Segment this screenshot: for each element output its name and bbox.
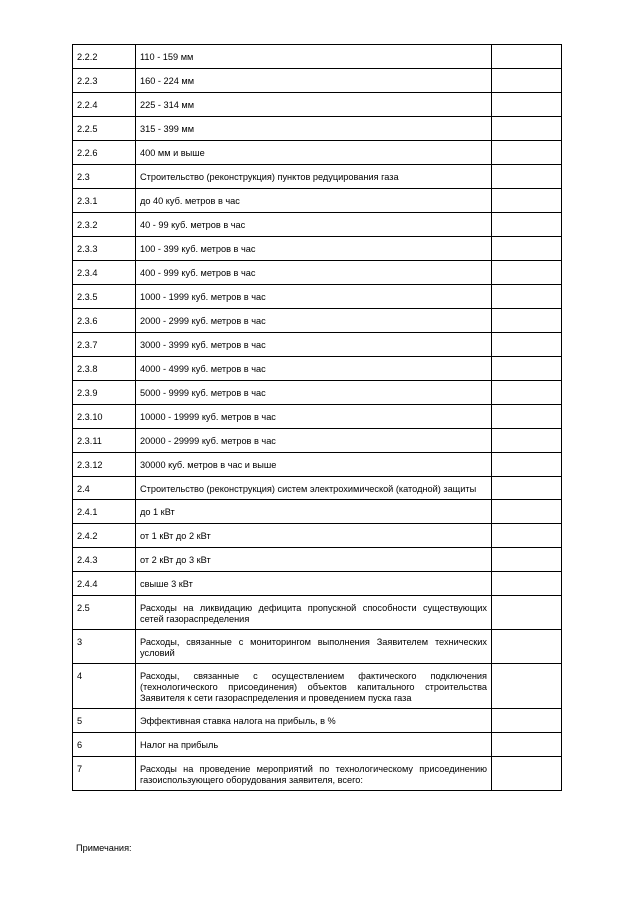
row-description: Расходы, связанные с осуществлением фактического подключения (технологического присоединения) объектов капитального строительства Заявителя к сети газораспределения и проведением пуска газа (136, 664, 492, 709)
row-value (492, 664, 562, 709)
row-description: 100 - 399 куб. метров в час (136, 237, 492, 261)
row-number: 2.4.3 (73, 548, 136, 572)
row-description: 3000 - 3999 куб. метров в час (136, 333, 492, 357)
row-value (492, 405, 562, 429)
row-description: до 1 кВт (136, 500, 492, 524)
table-row (73, 285, 562, 309)
row-number: 4 (73, 664, 136, 709)
table-row (73, 596, 562, 630)
row-description: Строительство (реконструкция) пунктов редуцирования газа (136, 165, 492, 189)
table-row (73, 189, 562, 213)
table-row (73, 453, 562, 477)
row-number: 6 (73, 733, 136, 757)
row-number: 2.3.1 (73, 189, 136, 213)
row-description: Строительство (реконструкция) систем электрохимической (катодной) защиты (136, 477, 492, 500)
row-number: 2.2.6 (73, 141, 136, 165)
row-value (492, 45, 562, 69)
table-row (73, 500, 562, 524)
row-value (492, 165, 562, 189)
row-description: 110 - 159 мм (136, 45, 492, 69)
table-row (73, 69, 562, 93)
table-row (73, 357, 562, 381)
row-number: 2.3.8 (73, 357, 136, 381)
table-row (73, 165, 562, 189)
row-number: 2.3.2 (73, 213, 136, 237)
row-number: 2.3.6 (73, 309, 136, 333)
row-value (492, 548, 562, 572)
row-description: Расходы на проведение мероприятий по технологическому присоединению газоиспользующего оборудования заявителя, всего: (136, 757, 492, 791)
row-number: 3 (73, 630, 136, 664)
row-value (492, 93, 562, 117)
row-value (492, 333, 562, 357)
row-value (492, 630, 562, 664)
row-number: 2.2.4 (73, 93, 136, 117)
row-description: 2000 - 2999 куб. метров в час (136, 309, 492, 333)
row-number: 2.2.5 (73, 117, 136, 141)
table-row (73, 548, 562, 572)
row-number: 5 (73, 709, 136, 733)
table-row (73, 630, 562, 664)
cost-table (72, 44, 562, 791)
row-value (492, 357, 562, 381)
row-description: 4000 - 4999 куб. метров в час (136, 357, 492, 381)
row-value (492, 381, 562, 405)
row-value (492, 285, 562, 309)
row-description: 225 - 314 мм (136, 93, 492, 117)
row-number: 2.3.11 (73, 429, 136, 453)
row-number: 2.4.4 (73, 572, 136, 596)
row-number: 2.3 (73, 165, 136, 189)
row-description: от 2 кВт до 3 кВт (136, 548, 492, 572)
row-number: 2.3.10 (73, 405, 136, 429)
table-row (73, 93, 562, 117)
row-number: 2.4.1 (73, 500, 136, 524)
row-number: 2.3.7 (73, 333, 136, 357)
row-number: 7 (73, 757, 136, 791)
row-value (492, 596, 562, 630)
row-number: 2.2.3 (73, 69, 136, 93)
row-value (492, 757, 562, 791)
row-number: 2.3.9 (73, 381, 136, 405)
row-description: 315 - 399 мм (136, 117, 492, 141)
table-row (73, 405, 562, 429)
row-number: 2.3.3 (73, 237, 136, 261)
table-row (73, 733, 562, 757)
row-description: 5000 - 9999 куб. метров в час (136, 381, 492, 405)
table-row (73, 333, 562, 357)
row-description: Расходы на ликвидацию дефицита пропускной способности существующих сетей газораспределения (136, 596, 492, 630)
row-value (492, 141, 562, 165)
table-row (73, 381, 562, 405)
row-description: от 1 кВт до 2 кВт (136, 524, 492, 548)
table-row (73, 45, 562, 69)
table-row (73, 309, 562, 333)
table-row (73, 117, 562, 141)
table-row (73, 757, 562, 791)
row-description: Расходы, связанные с мониторингом выполнения Заявителем технических условий (136, 630, 492, 664)
row-value (492, 69, 562, 93)
row-value (492, 453, 562, 477)
row-description: 160 - 224 мм (136, 69, 492, 93)
notes-label: Примечания: (76, 843, 132, 853)
table-row (73, 261, 562, 285)
row-description: 400 - 999 куб. метров в час (136, 261, 492, 285)
row-description: до 40 куб. метров в час (136, 189, 492, 213)
table-row (73, 709, 562, 733)
row-description: свыше 3 кВт (136, 572, 492, 596)
table-row (73, 141, 562, 165)
row-value (492, 261, 562, 285)
row-value (492, 429, 562, 453)
cost-table-body (73, 45, 562, 791)
table-row (73, 429, 562, 453)
row-value (492, 524, 562, 548)
row-number: 2.4 (73, 477, 136, 500)
row-number: 2.3.5 (73, 285, 136, 309)
table-row (73, 524, 562, 548)
row-description: 30000 куб. метров в час и выше (136, 453, 492, 477)
row-value (492, 572, 562, 596)
row-value (492, 500, 562, 524)
row-number: 2.2.2 (73, 45, 136, 69)
table-row (73, 477, 562, 500)
row-description: 1000 - 1999 куб. метров в час (136, 285, 492, 309)
row-description: 40 - 99 куб. метров в час (136, 213, 492, 237)
row-description: Эффективная ставка налога на прибыль, в % (136, 709, 492, 733)
row-value (492, 733, 562, 757)
row-number: 2.3.4 (73, 261, 136, 285)
table-row (73, 237, 562, 261)
row-description: 400 мм и выше (136, 141, 492, 165)
row-description: Налог на прибыль (136, 733, 492, 757)
row-number: 2.4.2 (73, 524, 136, 548)
row-value (492, 237, 562, 261)
row-value (492, 189, 562, 213)
row-value (492, 709, 562, 733)
row-value (492, 477, 562, 500)
row-value (492, 213, 562, 237)
row-value (492, 309, 562, 333)
row-number: 2.3.12 (73, 453, 136, 477)
row-description: 10000 - 19999 куб. метров в час (136, 405, 492, 429)
table-row (73, 664, 562, 709)
row-number: 2.5 (73, 596, 136, 630)
table-row (73, 572, 562, 596)
row-value (492, 117, 562, 141)
row-description: 20000 - 29999 куб. метров в час (136, 429, 492, 453)
table-row (73, 213, 562, 237)
